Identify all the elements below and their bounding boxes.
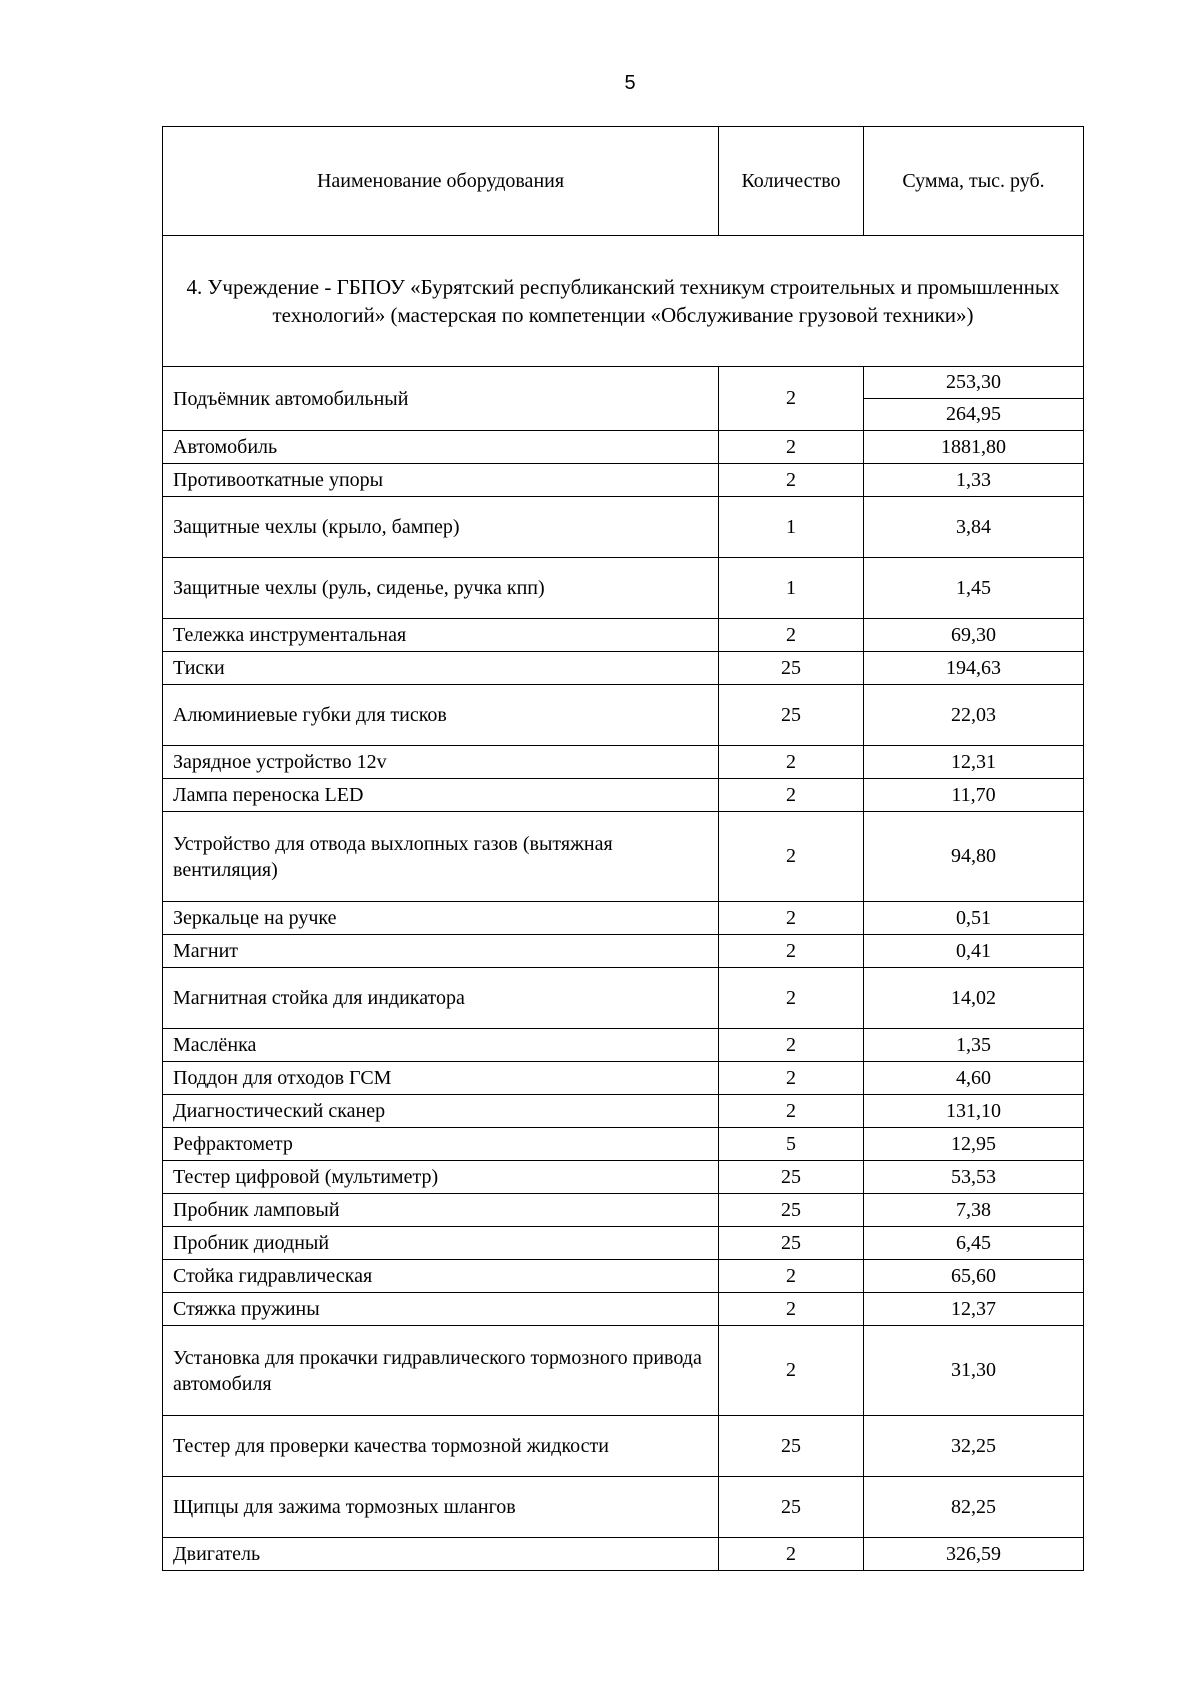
row-sum: 31,30 [864,1326,1084,1416]
row-sum: 14,02 [864,968,1084,1029]
row-name: Лампа переноска LED [163,779,719,812]
table-row [163,1416,1084,1477]
row-sum: 65,60 [864,1260,1084,1293]
row-sum: 53,53 [864,1161,1084,1194]
row-name: Противооткатные упоры [163,464,719,497]
row-quantity: 2 [719,1538,864,1571]
row-quantity: 1 [719,558,864,619]
row-sum: 1881,80 [864,431,1084,464]
row-name: Пробник ламповый [163,1194,719,1227]
row-quantity: 2 [719,1260,864,1293]
table-row [163,1095,1084,1128]
row-quantity: 2 [719,1293,864,1326]
row-quantity: 2 [719,779,864,812]
table-row [163,1161,1084,1194]
row-quantity: 25 [719,1194,864,1227]
row-name: Стяжка пружины [163,1293,719,1326]
table-row [163,652,1084,685]
row-sum: 12,31 [864,746,1084,779]
row-name: Стойка гидравлическая [163,1260,719,1293]
row-name: Зеркальце на ручке [163,902,719,935]
table-row [163,1293,1084,1326]
row-name: Защитные чехлы (крыло, бампер) [163,497,719,558]
table-row [163,935,1084,968]
row-quantity: 25 [719,1161,864,1194]
page-number: 5 [624,72,636,94]
row-sum: 6,45 [864,1227,1084,1260]
row-quantity: 2 [719,619,864,652]
row-quantity: 2 [719,1095,864,1128]
row-sum: 32,25 [864,1416,1084,1477]
row-sum: 194,63 [864,652,1084,685]
table-row [163,1538,1084,1571]
row-sum: 22,03 [864,685,1084,746]
table-row [163,1477,1084,1538]
row-sum: 264,95 [864,399,1084,431]
row-name: Тележка инструментальная [163,619,719,652]
table-row [163,1062,1084,1095]
row-quantity: 25 [719,1227,864,1260]
table-row [163,619,1084,652]
row-name: Маслёнка [163,1029,719,1062]
table-row [163,431,1084,464]
table-row [163,746,1084,779]
row-sum: 1,33 [864,464,1084,497]
row-sum: 131,10 [864,1095,1084,1128]
row-name: Зарядное устройство 12v [163,746,719,779]
row-name: Поддон для отходов ГСМ [163,1062,719,1095]
row-sum: 69,30 [864,619,1084,652]
table-row [163,1029,1084,1062]
row-name: Устройство для отвода выхлопных газов (вытяжная вентиляция) [163,812,719,902]
table-row [163,367,1084,399]
row-name: Магнитная стойка для индикатора [163,968,719,1029]
row-sum: 94,80 [864,812,1084,902]
row-sum: 3,84 [864,497,1084,558]
row-quantity: 25 [719,1477,864,1538]
row-name: Автомобиль [163,431,719,464]
row-quantity: 2 [719,431,864,464]
table-row [163,497,1084,558]
table-row [163,1227,1084,1260]
row-name: Пробник диодный [163,1227,719,1260]
row-sum: 1,45 [864,558,1084,619]
table-row [163,812,1084,902]
table-row [163,1260,1084,1293]
row-name: Подъёмник автомобильный [163,367,719,431]
row-sum: 12,95 [864,1128,1084,1161]
table-row [163,779,1084,812]
row-sum: 0,41 [864,935,1084,968]
row-quantity: 2 [719,812,864,902]
row-name: Рефрактометр [163,1128,719,1161]
table-row [163,1326,1084,1416]
row-sum: 1,35 [864,1029,1084,1062]
table-row [163,558,1084,619]
row-sum: 82,25 [864,1477,1084,1538]
row-quantity: 5 [719,1128,864,1161]
row-name: Щипцы для зажима тормозных шлангов [163,1477,719,1538]
row-quantity: 2 [719,968,864,1029]
row-name: Диагностический сканер [163,1095,719,1128]
table-row [163,902,1084,935]
header-name: Наименование оборудования [163,127,719,236]
row-quantity: 25 [719,652,864,685]
row-sum: 7,38 [864,1194,1084,1227]
row-name: Тестер для проверки качества тормозной жидкости [163,1416,719,1477]
row-quantity: 2 [719,1326,864,1416]
header-sum: Сумма, тыс. руб. [864,127,1084,236]
row-quantity: 2 [719,1062,864,1095]
row-name: Защитные чехлы (руль, сиденье, ручка кпп) [163,558,719,619]
section-title: 4. Учреждение - ГБПОУ «Бурятский республиканский техникум строительных и промышленных технологий» (мастерская по компетенции «Обслуживание грузовой техники») [163,236,1084,367]
row-sum: 4,60 [864,1062,1084,1095]
row-quantity: 2 [719,935,864,968]
row-name: Алюминиевые губки для тисков [163,685,719,746]
row-sum: 12,37 [864,1293,1084,1326]
table-header-row [163,127,1084,236]
row-sum: 326,59 [864,1538,1084,1571]
section-title-row [163,236,1084,367]
table-row [163,1128,1084,1161]
row-quantity: 2 [719,1029,864,1062]
row-name: Тестер цифровой (мультиметр) [163,1161,719,1194]
row-name: Магнит [163,935,719,968]
row-quantity: 25 [719,1416,864,1477]
header-quantity: Количество [719,127,864,236]
table-row [163,1194,1084,1227]
row-sum: 253,30 [864,367,1084,399]
row-quantity: 25 [719,685,864,746]
table-row [163,685,1084,746]
row-name: Двигатель [163,1538,719,1571]
row-name: Установка для прокачки гидравлического тормозного привода автомобиля [163,1326,719,1416]
equipment-table [162,126,1084,1571]
table-row [163,464,1084,497]
row-name: Тиски [163,652,719,685]
row-sum: 11,70 [864,779,1084,812]
row-quantity: 2 [719,902,864,935]
row-quantity: 1 [719,497,864,558]
row-quantity: 2 [719,367,864,431]
row-quantity: 2 [719,746,864,779]
table-row [163,968,1084,1029]
row-quantity: 2 [719,464,864,497]
row-sum: 0,51 [864,902,1084,935]
